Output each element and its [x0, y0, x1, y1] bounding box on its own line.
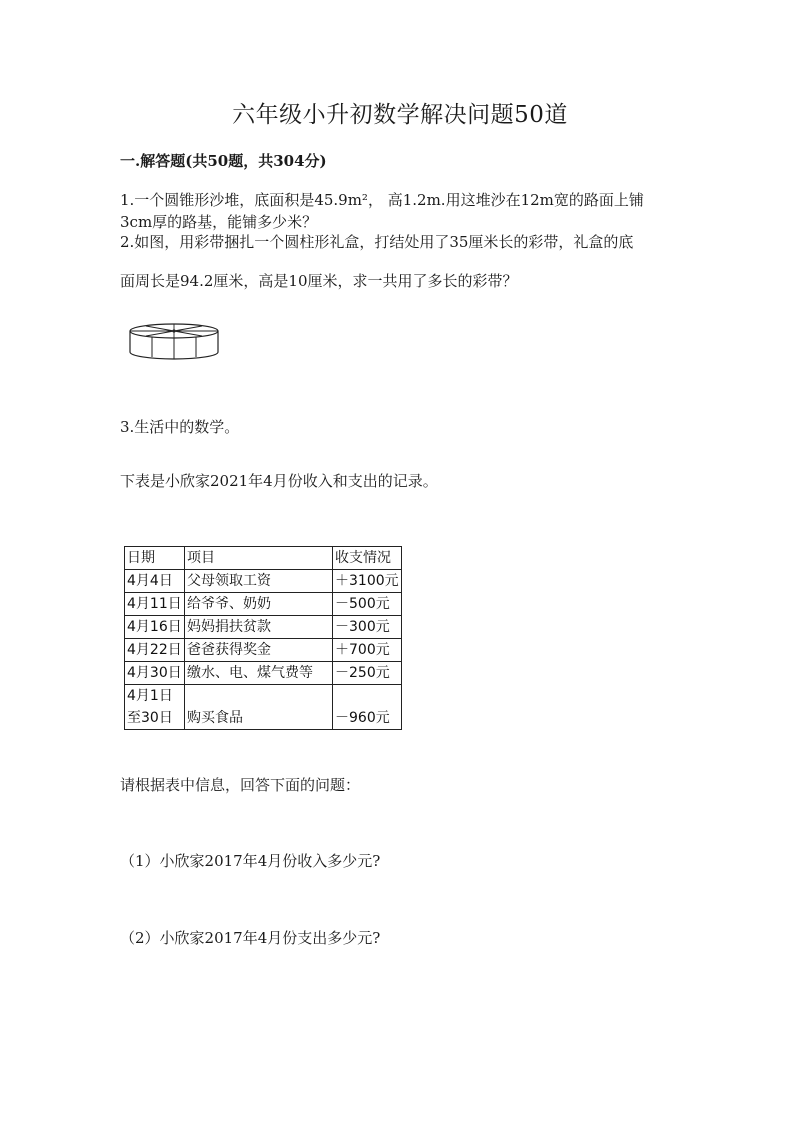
question-3-intro: 下表是小欣家2021年4月份收入和支出的记录。 — [120, 472, 438, 490]
cell-item: 购买食品 — [185, 707, 333, 730]
cell-date: 4月22日 — [125, 639, 185, 662]
cell-amount: －500元 — [333, 593, 402, 616]
header-date: 日期 — [125, 547, 185, 570]
header-item: 项目 — [185, 547, 333, 570]
cell-date-line-1: 4月1日 — [125, 685, 185, 708]
cell-item: 爸爸获得奖金 — [185, 639, 333, 662]
table-row — [125, 570, 402, 593]
table-row — [125, 593, 402, 616]
table-row — [125, 685, 402, 708]
income-expense-table — [124, 546, 402, 730]
sub-question-1: （1）小欣家2017年4月份收入多少元? — [120, 852, 381, 870]
question-2-line-1: 2.如图，用彩带捆扎一个圆柱形礼盒，打结处用了35厘米长的彩带，礼盒的底 — [120, 233, 634, 251]
table-row — [125, 639, 402, 662]
cell-date: 4月4日 — [125, 570, 185, 593]
gift-box-cylinder-figure — [128, 322, 220, 362]
cell-amount: －300元 — [333, 616, 402, 639]
table-header-row — [125, 547, 402, 570]
question-2-line-2: 面周长是94.2厘米，高是10厘米，求一共用了多长的彩带？ — [120, 272, 518, 290]
question-1-line-2: 3cm厚的路基，能铺多少米？ — [120, 213, 318, 231]
question-3-prompt: 请根据表中信息，回答下面的问题： — [120, 776, 361, 794]
question-1-line-1: 1.一个圆锥形沙堆，底面积是45.9m²， 高1.2m.用这堆沙在12m宽的路面上铺 — [120, 191, 644, 209]
cell-item: 缴水、电、煤气费等 — [185, 662, 333, 685]
sub-question-2: （2）小欣家2017年4月份支出多少元? — [120, 929, 381, 947]
cell-item: 父母领取工资 — [185, 570, 333, 593]
cell-amount: －960元 — [333, 707, 402, 730]
cell-date: 4月30日 — [125, 662, 185, 685]
cell-item-empty — [185, 685, 333, 708]
cell-amount: ＋3100元 — [333, 570, 402, 593]
question-3-heading: 3.生活中的数学。 — [120, 418, 240, 436]
section-heading: 一.解答题(共50题，共304分) — [120, 152, 327, 170]
table-row — [125, 662, 402, 685]
cell-amount-empty — [333, 685, 402, 708]
page-title: 六年级小升初数学解决问题50道 — [232, 102, 568, 128]
table-row — [125, 616, 402, 639]
cell-amount: －250元 — [333, 662, 402, 685]
cell-date: 4月16日 — [125, 616, 185, 639]
table-row — [125, 707, 402, 730]
cell-item: 妈妈捐扶贫款 — [185, 616, 333, 639]
cell-item: 给爷爷、奶奶 — [185, 593, 333, 616]
cell-date-line-2: 至30日 — [125, 707, 185, 730]
cell-date: 4月11日 — [125, 593, 185, 616]
header-amount: 收支情况 — [333, 547, 402, 570]
cell-amount: ＋700元 — [333, 639, 402, 662]
